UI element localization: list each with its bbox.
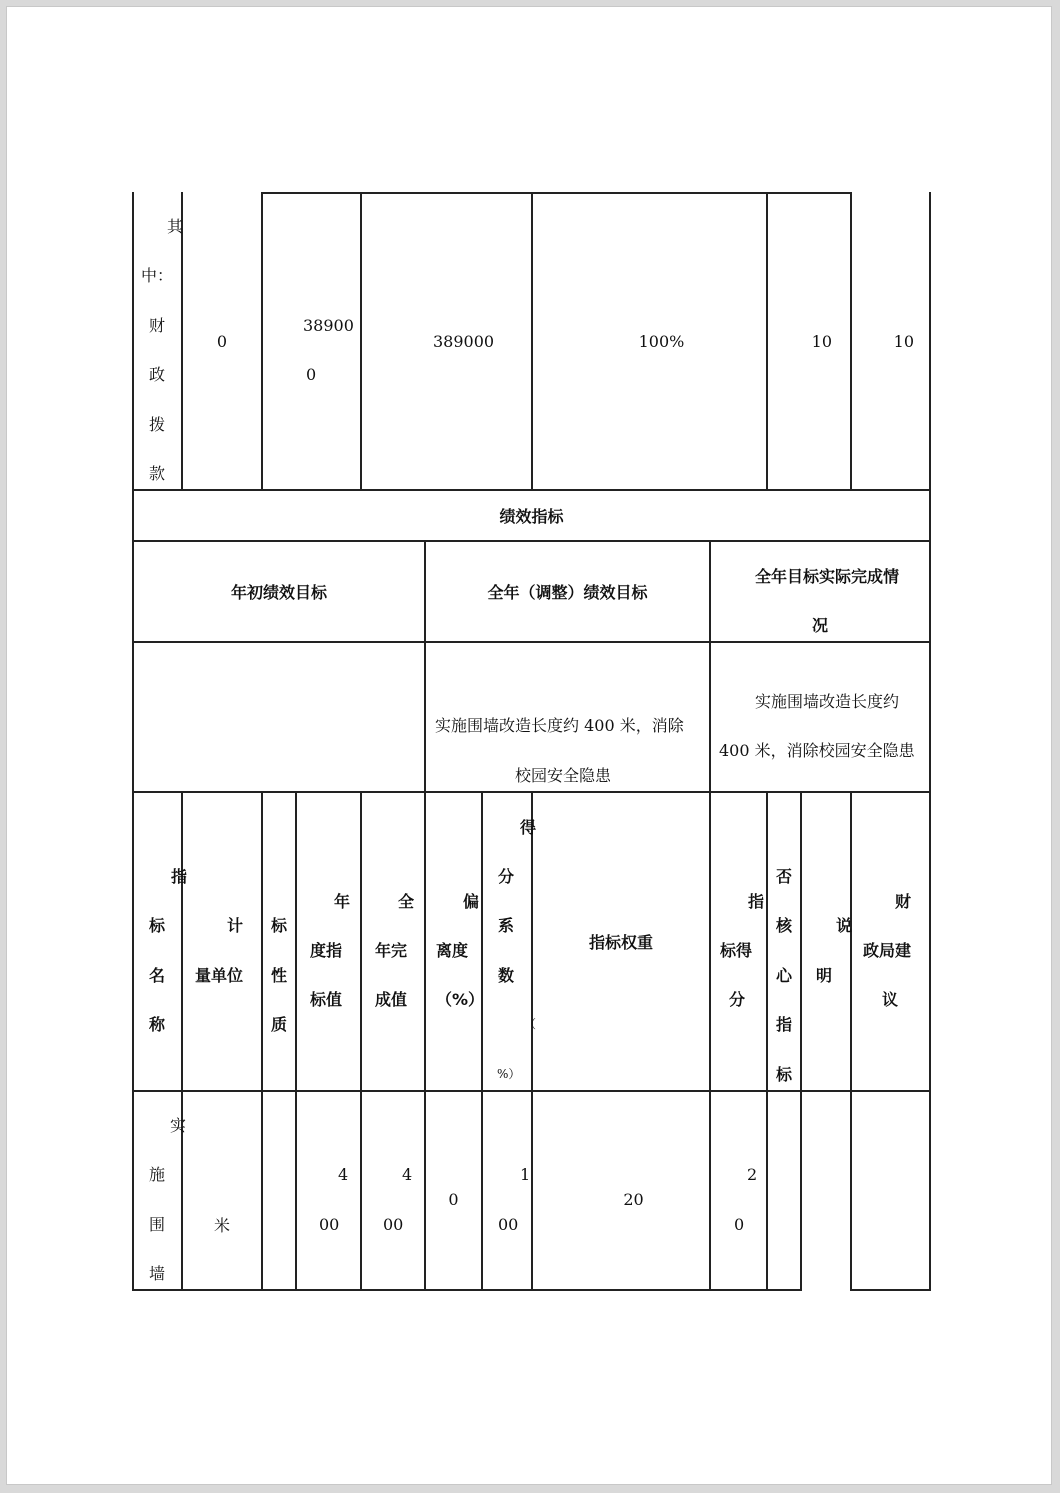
hdr-core-line: 标: [776, 1065, 793, 1084]
row-completed-line: 00: [383, 1215, 404, 1234]
performance-section-title: 绩效指标: [499, 507, 564, 526]
hdr-unit-line: 量单位: [195, 966, 244, 985]
hdr-nature-line: 性: [271, 966, 288, 985]
row-name-line: 围: [149, 1215, 166, 1234]
funding-executed: 389000: [433, 332, 495, 351]
row-coef-line: 1: [520, 1165, 531, 1184]
hdr-core-line: 指: [776, 1015, 793, 1034]
funding-execution-rate: 100%: [638, 332, 685, 351]
hdr-note-line: 明: [816, 966, 833, 985]
row-annual-value-line: 4: [338, 1165, 349, 1184]
hdr-completed-line: 成值: [375, 990, 408, 1009]
rule: [481, 791, 483, 1291]
hdr-coef-line: （: [524, 1017, 537, 1031]
adjusted-target-line: 校园安全隐患: [515, 766, 612, 785]
rule: [132, 1289, 802, 1291]
hdr-coef-line: 系: [498, 916, 515, 935]
funding-label-line: 拨: [149, 415, 166, 434]
funding-label-line: 其: [167, 217, 184, 236]
row-completed-line: 4: [402, 1165, 413, 1184]
actual-target-line: 400 米，消除校园安全隐患: [719, 741, 915, 760]
hdr-indicator-score-line: 标得: [720, 941, 753, 960]
row-annual-value-line: 00: [319, 1215, 340, 1234]
row-finance: [852, 1092, 929, 1289]
row-name-line: 施: [149, 1165, 166, 1184]
funding-annual-budget-line: 38900: [303, 316, 354, 335]
row-note: [802, 1092, 850, 1289]
hdr-note-line: 说: [836, 916, 853, 935]
hdr-core-line: 否: [776, 867, 793, 886]
hdr-finance-line: 财: [895, 892, 912, 911]
row-score-line: 0: [734, 1215, 745, 1234]
hdr-annual-value-line: 年: [334, 892, 351, 911]
row-name-line: 实: [170, 1116, 187, 1135]
hdr-finance-line: 议: [882, 990, 899, 1009]
hdr-core-line: 核: [776, 916, 793, 935]
row-score-line: 2: [747, 1165, 758, 1184]
hdr-coef-line: 数: [498, 966, 515, 985]
hdr-annual-value-line: 度指: [310, 941, 343, 960]
hdr-finance-line: 政局建: [863, 941, 912, 960]
funding-score: 10: [893, 332, 914, 351]
hdr-name-line: 名: [149, 966, 166, 985]
funding-label-line: 政: [149, 365, 166, 384]
row-weight: 20: [623, 1190, 644, 1209]
row-unit: 米: [213, 1216, 230, 1235]
hdr-completed-line: 全: [398, 892, 415, 911]
hdr-annual-value-line: 标值: [310, 990, 343, 1009]
hdr-coef-line: %）: [497, 1067, 521, 1081]
row-coef-line: 00: [498, 1215, 519, 1234]
hdr-nature-line: 标: [271, 916, 288, 935]
hdr-completed-line: 年完: [375, 941, 408, 960]
hdr-deviation-line: 偏: [463, 892, 480, 911]
hdr-name-line: 标: [149, 916, 166, 935]
hdr-deviation-line: （%）: [436, 990, 485, 1009]
row-nature: [263, 1092, 295, 1289]
hdr-unit-line: 计: [227, 916, 244, 935]
actual-target-line: 实施围墙改造长度约: [755, 692, 900, 711]
col-initial-target: 年初绩效目标: [230, 583, 327, 602]
hdr-deviation-line: 离度: [436, 941, 469, 960]
rule: [709, 540, 711, 793]
hdr-coef-line: 分: [498, 867, 515, 886]
document-page: [6, 6, 1052, 1485]
hdr-weight: 指标权重: [588, 933, 653, 952]
col-actual-line: 全年目标实际完成情: [755, 567, 900, 586]
funding-weight: 10: [811, 332, 832, 351]
rule: [261, 192, 263, 491]
hdr-indicator-score-line: 分: [729, 990, 746, 1009]
initial-target-text: [134, 643, 424, 791]
col-actual-line: 况: [812, 616, 829, 635]
adjusted-target-line: 实施围墙改造长度约 400 米，消除: [435, 716, 684, 735]
funding-label-line: 财: [149, 316, 166, 335]
col-adjusted-target: 全年（调整）绩效目标: [487, 583, 648, 602]
hdr-indicator-score-line: 指: [748, 892, 765, 911]
funding-annual-budget-line: 0: [306, 365, 317, 384]
hdr-core-line: 心: [776, 966, 793, 985]
hdr-nature-line: 质: [271, 1015, 288, 1034]
row-name-line: 墙: [149, 1264, 166, 1283]
hdr-name-line: 指: [171, 867, 188, 886]
rule: [850, 1289, 931, 1291]
rule: [929, 192, 931, 1291]
hdr-name-line: 称: [149, 1015, 166, 1034]
funding-label-line: 款: [149, 464, 166, 483]
funding-initial-budget: 0: [216, 332, 228, 351]
hdr-coef-line: 得: [520, 818, 537, 837]
row-deviation: 0: [448, 1190, 459, 1209]
row-core: [768, 1092, 800, 1289]
rule: [360, 791, 362, 1291]
rule: [295, 791, 297, 1291]
funding-label-line: 中：: [141, 266, 174, 285]
